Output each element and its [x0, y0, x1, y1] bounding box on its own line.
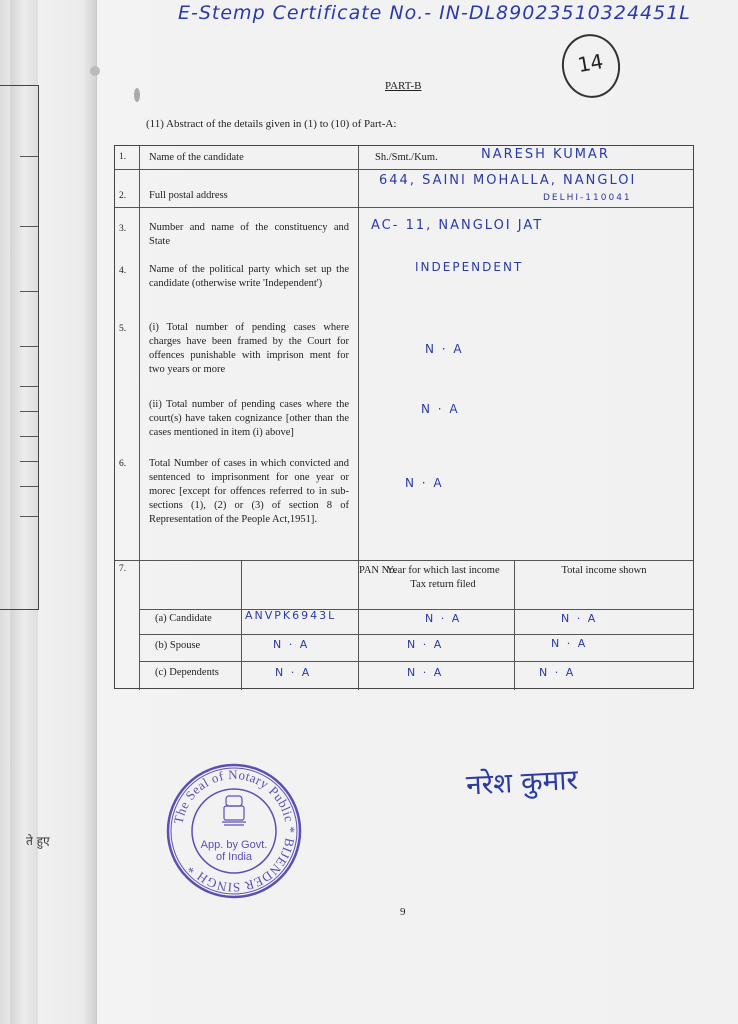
abstract-heading: (11) Abstract of the details given in (1) to (10) of Part-A:: [146, 118, 397, 130]
row-number: 5.: [119, 324, 127, 334]
postal-address-value: 644, SAINI MOHALLA, NANGLOI: [379, 173, 637, 188]
dependents-pan: N · A: [275, 666, 312, 679]
income-header: Total income shown: [561, 565, 647, 576]
candidate-income: N · A: [561, 612, 598, 625]
row-number: 3.: [119, 224, 127, 234]
convictions-value: N · A: [405, 476, 444, 490]
income-row-label: (b) Spouse: [155, 640, 201, 651]
row-label-pending-cases-charges: (i) Total number of pending cases where charges have been framed by the Court for offences punishable with imprison ment for two years or more: [149, 322, 349, 375]
underlying-page-frame: [0, 85, 39, 610]
pending-cases-charges-value: N · A: [425, 342, 464, 356]
seal-inner-line1: App. by Govt.: [200, 839, 268, 851]
pending-cases-cognizance-value: N · A: [421, 402, 460, 416]
candidate-signature: [466, 762, 606, 810]
abstract-table: [114, 145, 694, 689]
row-number: 4.: [119, 266, 127, 276]
spouse-tax-year: N · A: [407, 638, 444, 651]
pan-header: PAN No.: [358, 565, 398, 576]
emblem-icon: [222, 796, 246, 825]
candidate-tax-year: N · A: [425, 612, 462, 625]
row-number: 1.: [119, 152, 127, 162]
dependents-income: N · A: [539, 666, 576, 679]
seal-ring-text: The Seal of Notary Public * BIJENDER SINGH *: [170, 766, 299, 896]
seal-inner-line2: of India: [215, 851, 253, 863]
political-party-value: INDEPENDENT: [415, 260, 524, 274]
notary-seal: [165, 762, 303, 900]
row-label-pending-cases-cognizance: (ii) Total number of pending cases where the court(s) have taken cognizance [other than the cases mentioned in item (i) above]: [149, 399, 349, 438]
page-circle-number: 14: [575, 49, 606, 78]
candidate-name-value: NARESH KUMAR: [481, 147, 610, 162]
page-circle-mark: [557, 29, 625, 102]
page-number: 9: [400, 906, 406, 918]
signature-text: नरेश कुमार: [465, 762, 579, 802]
title-prefix: Sh./Smt./Kum.: [375, 152, 438, 163]
row-label-constituency: Number and name of the constituency and State: [149, 222, 349, 247]
margin-hindi-text: ते हुए: [26, 834, 50, 848]
spouse-income: N · A: [551, 637, 588, 650]
row-label-candidate-name: Name of the candidate: [149, 152, 244, 163]
estamp-certificate-note: E-Stemp Certificate No.- IN-DL89023510324451L: [178, 2, 691, 24]
spouse-pan: N · A: [273, 638, 310, 651]
dependents-tax-year: N · A: [407, 666, 444, 679]
income-row-label: (c) Dependents: [155, 667, 219, 678]
row-number: 2.: [119, 191, 127, 201]
row-label-convictions: Total Number of cases in which convicted and sentenced to imprisonment for one year or morec [except for offences referred to in sub-sections (1), (2) or (3) of section 8 of Representation of the People Act,1951].: [149, 458, 349, 525]
constituency-value: AC- 11, NANGLOI JAT: [371, 218, 544, 233]
part-title: PART-B: [385, 80, 422, 92]
postal-address-city: DELHI-110041: [543, 193, 632, 203]
row-label-postal-address: Full postal address: [149, 190, 228, 201]
row-number: 6.: [119, 459, 127, 469]
candidate-pan: ANVPK6943L: [245, 609, 337, 622]
row-label-political-party: Name of the political party which set up the candidate (otherwise write 'Independent'): [149, 264, 349, 289]
row-number: 7.: [119, 564, 127, 574]
income-row-label: (a) Candidate: [155, 613, 212, 624]
year-header: Year for which last income Tax return filed: [386, 565, 500, 590]
